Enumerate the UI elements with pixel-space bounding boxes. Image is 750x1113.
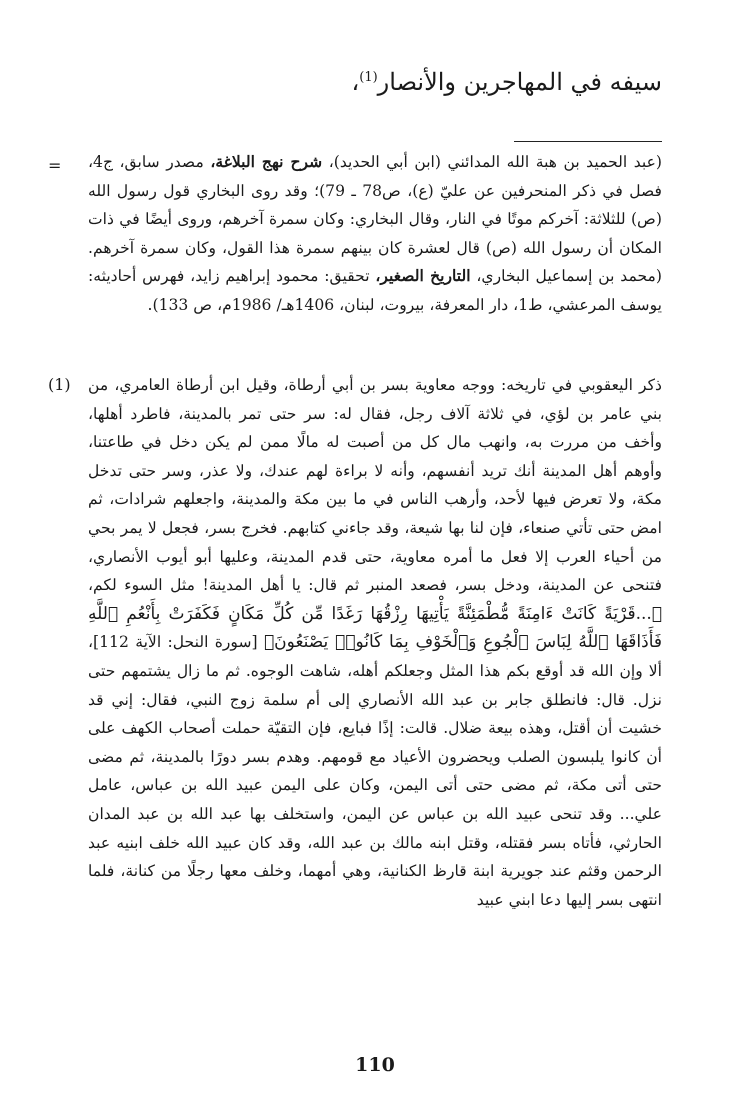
footnote-1-marker: (1) [48, 375, 71, 394]
footnote-text-segment: تحقيق: محمود إبراهيم زايد، فهرس أحاديثه: يوسف المرعشي، ط1، دار المعرفة، بيروت، لبنان، 1406هـ/ 1986م، ص 133). [88, 267, 662, 314]
main-text-line [102, 56, 662, 104]
main-text-punctuation: ، [351, 68, 360, 96]
main-text: سيفه في المهاجرين والأنصار [377, 68, 662, 96]
page-number: 110 [355, 1054, 395, 1076]
quran-verse: ﴿...قَرْيَةً كَانَتْ ءَامِنَةً مُّطْمَئِنَّةً يَأْتِيهَا رِزْقُهَا رَغَدًا مِّن كُلِّ مَكَانٍ فَكَفَرَتْ بِأَنْعُمِ ٱللَّهِ فَأَذَاقَهَا ٱللَّهُ لِبَاسَ ٱلْجُوعِ وَٱلْخَوْفِ بِمَا كَانُوا۟ يَصْنَعُونَ﴾ [88, 603, 662, 653]
book-title-bold: التاريخ الصغير، [375, 266, 471, 286]
footnote-text-segment: (عبد الحميد بن هبة الله المدائني (ابن أبي الحديد)، [328, 153, 663, 171]
footnote-continuation-marker: = [48, 156, 62, 175]
footnote-text-segment: [سورة النحل: الآية 112]، ألا وإن الله قد أوقع بكم هذا المثل وجعلكم أهله، شاهت الوجوه. ثم ما زال يشتمهم حتى نزل. قال: فانطلق جابر بن عبد الله الأنصاري إلى أم سلمة زوج النبي، فقال: إني قد خشيت أن أقتل، وهذه بيعة ضلال. قالت: إذًا فبايع، فإن التقيّة حملت أصحاب الكهف على أن كانوا يلبسون الصلب ويحضرون الأعياد مع قومهم. وهدم بسر دورًا بالمدينة، ثم مضى حتى أتى مكة، ثم مضى حتى أتى اليمن، وكان على اليمن عبيد الله بن عباس، عامل علي... وقد تنحى عبيد الله بن عباس عن اليمن، واستخلف بها عبد الله بن عبد المدان الحارثي، فأتاه بسر فقتله، وقتل ابنه مالك بن عبد الله، وقد كان عبيد الله خلف ابنيه عبد الرحمن وقثم عند جويرية ابنة قارظ الكنانية، وهي أمهما، وخلف معها رجلًا من كنانة، فلما انتهى بسر إليها دعا ابني عبيد [88, 633, 662, 909]
footnote-text-segment: مصدر سابق، ج4، فصل في ذكر المنحرفين عن عليّ (ع)، ص78 ـ 79)؛ وقد روى البخاري قول رسول الله (ص) للثلاثة: آخركم موتًا في النار، وقال البخاري: وكان سمرة آخرهم، وروى أيضًا في ذات المكان أن رسول الله (ص) قال لعشرة كان بينهم سمرة هذا القول، وكان سمرة آخرهم. (محمد بن إسماعيل البخاري، [88, 153, 662, 286]
footnote-continuation-text [88, 148, 662, 320]
footnote-1-text [88, 371, 662, 914]
footnote-text-segment: ذكر اليعقوبي في تاريخه: ووجه معاوية بسر بن أبي أرطاة، وقيل ابن أرطاة العامري، من بني عامر بن لؤي، في ثلاثة آلاف رجل، فقال له: سر حتى تمر بالمدينة، فاطرد أهلها، وأخف من مررت به، وانهب مال كل من أصبت له مالًا ممن لم يكن دخل في طاعتنا، وأوهم أهل المدينة أنك تريد أنفسهم، وأنه لا براءة لهم عندك، ولا عذر، وسر حتى تدخل مكة، ولا تعرض فيها لأحد، وأرهب الناس في ما بين مكة والمدينة، واجعلهم شرادات، ثم امض حتى تأتي صنعاء، فإن لنا بها شيعة، وقد جاءني كتابهم. فخرج بسر، فجعل لا يمر بحي من أحياء العرب إلا فعل ما أمره معاوية، حتى قدم المدينة، وعليها أبو أيوب الأنصاري، فتنحى عن المدينة، ودخل بسر، فصعد المنبر ثم قال: يا أهل المدينة! مثل السوء لكم، [88, 376, 662, 595]
book-title-bold: شرح نهج البلاغة، [210, 152, 323, 171]
footnote-1 [88, 371, 662, 914]
footnote-reference: (1) [359, 70, 378, 85]
footnote-continuation [88, 148, 662, 320]
footnote-separator [514, 141, 662, 142]
